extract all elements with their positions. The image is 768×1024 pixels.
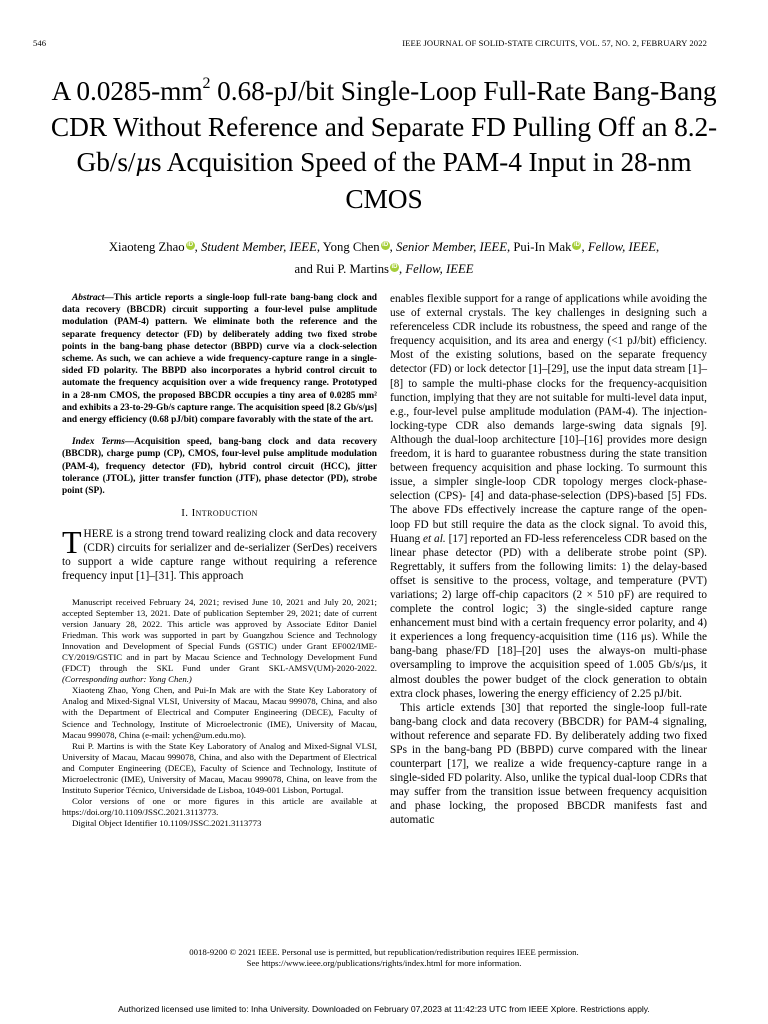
affiliation-note: Rui P. Martins is with the State Key Laboratory of Analog and Mixed-Signal VLSI, University of Macau, Macau 999078, China, and also with the Department of Electrical and Computer Engineering (DECE), Faculty of Science and Technology, Institute of Microelectronic (IME), University of Macau, Macau 999078, China, on leave from the Instituto Superior Técnico, Universidade de Lisboa, 1049-001 Lisbon, Portugal. [62, 740, 377, 796]
paper-title: A $0.0285-mm^2$ 0.68-pJ/bit Single-Loop Full-Rate Bang-Bang CDR Without Reference and Separate FD Pulling Off an 8.2-Gb/s/μs Acquisition Speed of the PAM-4 Input in 28-nm CMOS [50, 75, 718, 214]
orcid-icon[interactable]: iD [187, 242, 194, 248]
orcid-icon[interactable]: iD [382, 242, 389, 248]
left-column [62, 292, 377, 830]
author-role: Fellow, IEEE [587, 240, 656, 254]
manuscript-note: Manuscript received February 24, 2021; revised June 10, 2021 and July 20, 2021; accepted September 13, 2021. Date of publication September 29, 2021; date of current version January 28, 2022. This article was approved by Associate Editor Daniel Friedman. This work was supported in part by Guangzhou Science and Technology Innovation and Development of Special Funds (GSTIC) under Grant EF002/IME-CY/2019/GSTIC and in part by Macau Science and Technology Development Fund (FDCT) through the SKL Fund under Grant SKL-AMSV(UM)-2020-2022. (Corresponding author: Yong Chen.) [62, 596, 377, 685]
author-name: Xiaoteng Zhao [108, 240, 185, 254]
affiliation-note: Xiaoteng Zhao, Yong Chen, and Pui-In Mak are with the State Key Laboratory of Analog and Mixed-Signal VLSI, University of Macau, Macau 999078, China, and also with the Department of Electrical and Computer Engineering (DECE), Faculty of Science and Technology, Institute of Microelectronic (IME), University of Macau, Macau 999078, China (e-mail: ychen@um.edu.mo). [62, 685, 377, 740]
body-paragraph: This article extends [30] that reported the single-loop full-rate bang-bang clock and data recovery (BBCDR) for PAM-4 signaling, without reference and separate FD. By deliberately adding two fixed SPs in the bang-bang PD (BBPD) curve compared with the linear counterpart [17], we realize a wide frequency-capture range in a single-sided FD polarity. Also, unlike the typical dual-loop CDRs that may suffer from the transition issue between frequency acquisition and phase locking, the proposed BBCDR manifests fast and automatic [390, 701, 707, 827]
running-header: IEEE JOURNAL OF SOLID-STATE CIRCUITS, VOL. 57, NO. 2, FEBRUARY 2022 [402, 38, 707, 48]
intro-paragraph: THERE is a strong trend toward realizing clock and data recovery (CDR) circuits for serializer and de-serializer (SerDes) receivers to support a wide capture range without requiring a reference frequency input [1]–[31]. This approach [62, 523, 377, 582]
section-heading: I. Introduction [181, 507, 258, 520]
license-notice: Authorized licensed use limited to: Inha University. Downloaded on February 07,2023 at 11:42:23 UTC from IEEE Xplore. Restrictions apply. [118, 1004, 650, 1014]
body-paragraph: enables flexible support for a range of applications while avoiding the use of external crystals. The key challenges in designing such a referenceless CDR include its robustness, the speed and range of the frequency acquisition, and its area and energy (<1 pJ/bit) efficiency. Most of the existing solutions, based on the separate frequency detector (FD) or lock detector [1]–[29], use the input data stream [1]–[8] to sample the multi-phase clocks for the frequency-acquisition function, implying that they are not suitable for multi-level data input, e.g., four-level pulse amplitude modulation (PAM-4). The injection-locking-type CDR also demands large-swing data signals [9]. Although the dual-loop architecture [10]–[16] provides more design freedom, it is hard to guarantee robustness during the state transition between frequency acquisition and phase locking. To surmount this issue, a simpler single-loop CDR topology merges clock-phase-selection (CPS)- [4] and data-phase-selection (DPS)-based [5] FDs. The above FDs effectively increase the capture range of the open-loop FD but still require the data as the clock signal. To avoid this, Huang et al. [17] reported an FD-less referenceless CDR based on the linear phase detector (PD) with a deliberate strobe point (SP). Regrettably, it suffers from the following limits: 1) the delay-based offset is sensitive to the process, voltage, and temperature (PVT) variations; 2) large off-chip capacitors (2 × 510 pF) are required to complete the control logic; 3) the single-sided capture range enhancement must bind with a certain frequency error polarity, and 4) it experiences a long frequency-acquisition time (116 μs). While the bang-bang phase/FD [18]–[20] uses the always-on multi-phase oversampling to improve the acquisition speed of 1.005 Gb/s/μs, it almost doubles the power budget of the clock generation to obtain extra clock phases, lowering the energy efficiency of 2.25 pJ/bit. [390, 293, 707, 700]
right-column [390, 292, 707, 828]
author-name: Yong Chen [322, 240, 380, 254]
page-number: 546 [33, 38, 47, 48]
color-note: Color versions of one or more figures in this article are available at https://doi.org/10.1109/JSSC.2021.3113773. [62, 796, 377, 818]
orcid-icon[interactable]: iD [573, 242, 580, 248]
orcid-icon[interactable]: iD [391, 263, 398, 270]
footnotes [62, 597, 377, 830]
author-role: Senior Member, IEEE [396, 240, 507, 254]
drop-cap: T [62, 523, 82, 560]
author-role: Student Member, IEEE [200, 240, 317, 254]
author-list: Xiaoteng Zhao iD , Student Member, IEEE, Yong Chen iD , Senior Member, IEEE, Pui-In Mak iD , Fellow, IEEE, and Rui P. Martins iD , Fellow, IEEE [108, 240, 660, 276]
copyright-notice: 0018-9200 © 2021 IEEE. Personal use is permitted, but republication/redistribution requires IEEE permission. See https://www.ieee.org/publications/rights/index.html for more information. [189, 947, 579, 968]
author-role: Fellow, IEEE [405, 261, 474, 276]
doi-note: Digital Object Identifier 10.1109/JSSC.2021.3113773 [72, 818, 262, 829]
author-name: Pui-In Mak [513, 240, 572, 254]
abstract: Abstract—This article reports a single-loop full-rate bang-bang clock and data recovery (BBCDR) circuit supporting a four-level pulse amplitude modulation (PAM-4) pattern. We eliminate both the reference and the separate frequency detector (FD) by deliberately adding two fixed strobe points in the bang-bang phase detector (BBPD) curve via a clock-selection scheme. As such, we can achieve a wide frequency-capture range in a single-sided FD polarity. The BBPD also incorporates a hybrid control circuit to automate the frequency acquisition over a wide frequency range. Prototyped in a 28-nm CMOS, the proposed BBCDR occupies a tiny area of 0.0285 mm² and exhibits a 23-to-29-Gb/s capture range. The acquisition speed [8.2 Gb/s/μs] and energy efficiency (0.68 pJ/bit) compare favorably with the state of the art. [62, 293, 377, 426]
index-terms: Index Terms—Acquisition speed, bang-bang clock and data recovery (BBCDR), charge pump (CP), CMOS, four-level pulse amplitude modulation (PAM-4), frequency detector (FD), hybrid control circuit (HCC), jitter tolerance (JTOL), jitter transfer function (JTF), phase detector (PD), strobe point (SP). [62, 437, 378, 497]
author-name: and Rui P. Martins [294, 261, 389, 276]
title-superscript: 2 [202, 75, 211, 92]
